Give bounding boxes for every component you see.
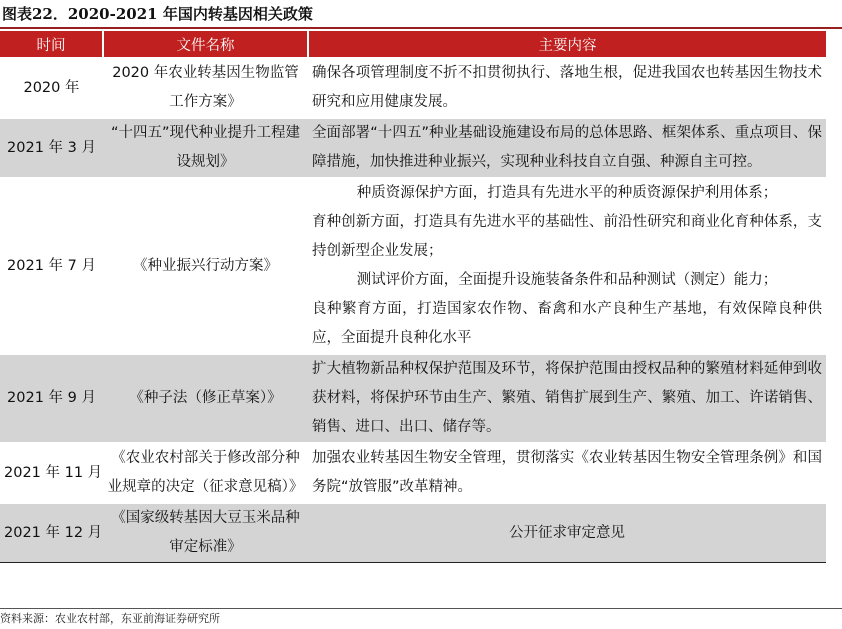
cell-content xyxy=(308,443,826,503)
cell-doc: 《农业农村部关于修改部分种业规章的决定（征求意见稿）》 xyxy=(103,443,308,503)
header-content: 主要内容 xyxy=(308,31,826,58)
cell-content xyxy=(308,354,826,443)
table-row xyxy=(0,354,826,443)
content-line: 加强农业转基因生物安全管理，贯彻落实《农业转基因生物安全管理条例》和国务院“放管服”改革精神。 xyxy=(312,450,822,495)
content-line: 确保各项管理制度不折不扣贯彻执行、落地生根，促进我国农也转基因生物技术研究和应用健康发展。 xyxy=(312,65,822,110)
cell-time: 2020 年 xyxy=(0,58,103,118)
cell-time: 2021 年 9 月 xyxy=(0,354,103,443)
cell-doc: 《国家级转基因大豆玉米品种审定标准》 xyxy=(103,503,308,563)
cell-doc: 2020 年农业转基因生物监管工作方案》 xyxy=(103,58,308,118)
content-line: 良种繁育方面，打造国家农作物、畜禽和水产良种生产基地，有效保障良种供应，全面提升良种化水平 xyxy=(312,301,822,346)
cell-content xyxy=(308,503,826,563)
cell-doc: 《种业振兴行动方案》 xyxy=(103,178,308,354)
source-note: 资料来源：农业农村部，东亚前海证券研究所 xyxy=(0,608,842,629)
cell-time: 2021 年 3 月 xyxy=(0,118,103,178)
cell-time: 2021 年 12 月 xyxy=(0,503,103,563)
table-row xyxy=(0,443,826,503)
header-doc: 文件名称 xyxy=(103,31,308,58)
cell-content xyxy=(308,58,826,118)
content-line: 育种创新方面，打造具有先进水平的基础性、前沿性研究和商业化育种体系，支持创新型企业发展； xyxy=(312,214,822,259)
content-line: 全面部署“十四五”种业基础设施建设布局的总体思路、框架体系、重点项目、保障措施，加快推进种业振兴，实现种业科技自立自强、种源自主可控。 xyxy=(312,125,822,170)
figure-title: 图表22．2020-2021 年国内转基因相关政策 xyxy=(2,5,313,23)
content-line: 公开征求审定意见 xyxy=(509,524,625,541)
cell-doc: “十四五”现代种业提升工程建设规划》 xyxy=(103,118,308,178)
cell-time: 2021 年 11 月 xyxy=(0,443,103,503)
header-time: 时间 xyxy=(0,31,103,58)
table-row xyxy=(0,503,826,563)
cell-doc: 《种子法（修正草案）》 xyxy=(103,354,308,443)
content-line: 种质资源保护方面，打造具有先进水平的种质资源保护利用体系； xyxy=(356,185,778,201)
table-header-row xyxy=(0,31,826,58)
table-row xyxy=(0,118,826,178)
policy-table xyxy=(0,31,826,563)
content-line: 测试评价方面，全面提升设施装备条件和品种测试（测定）能力； xyxy=(356,272,778,288)
title-rule xyxy=(0,27,842,29)
table-row xyxy=(0,178,826,354)
cell-content xyxy=(308,178,826,354)
table-row xyxy=(0,58,826,118)
cell-time: 2021 年 7 月 xyxy=(0,178,103,354)
cell-content xyxy=(308,118,826,178)
content-line: 扩大植物新品种权保护范围及环节，将保护范围由授权品种的繁殖材料延伸到收获材料，将保护环节由生产、繁殖、销售扩展到生产、繁殖、加工、许诺销售、销售、进口、出口、储存等。 xyxy=(312,361,822,435)
